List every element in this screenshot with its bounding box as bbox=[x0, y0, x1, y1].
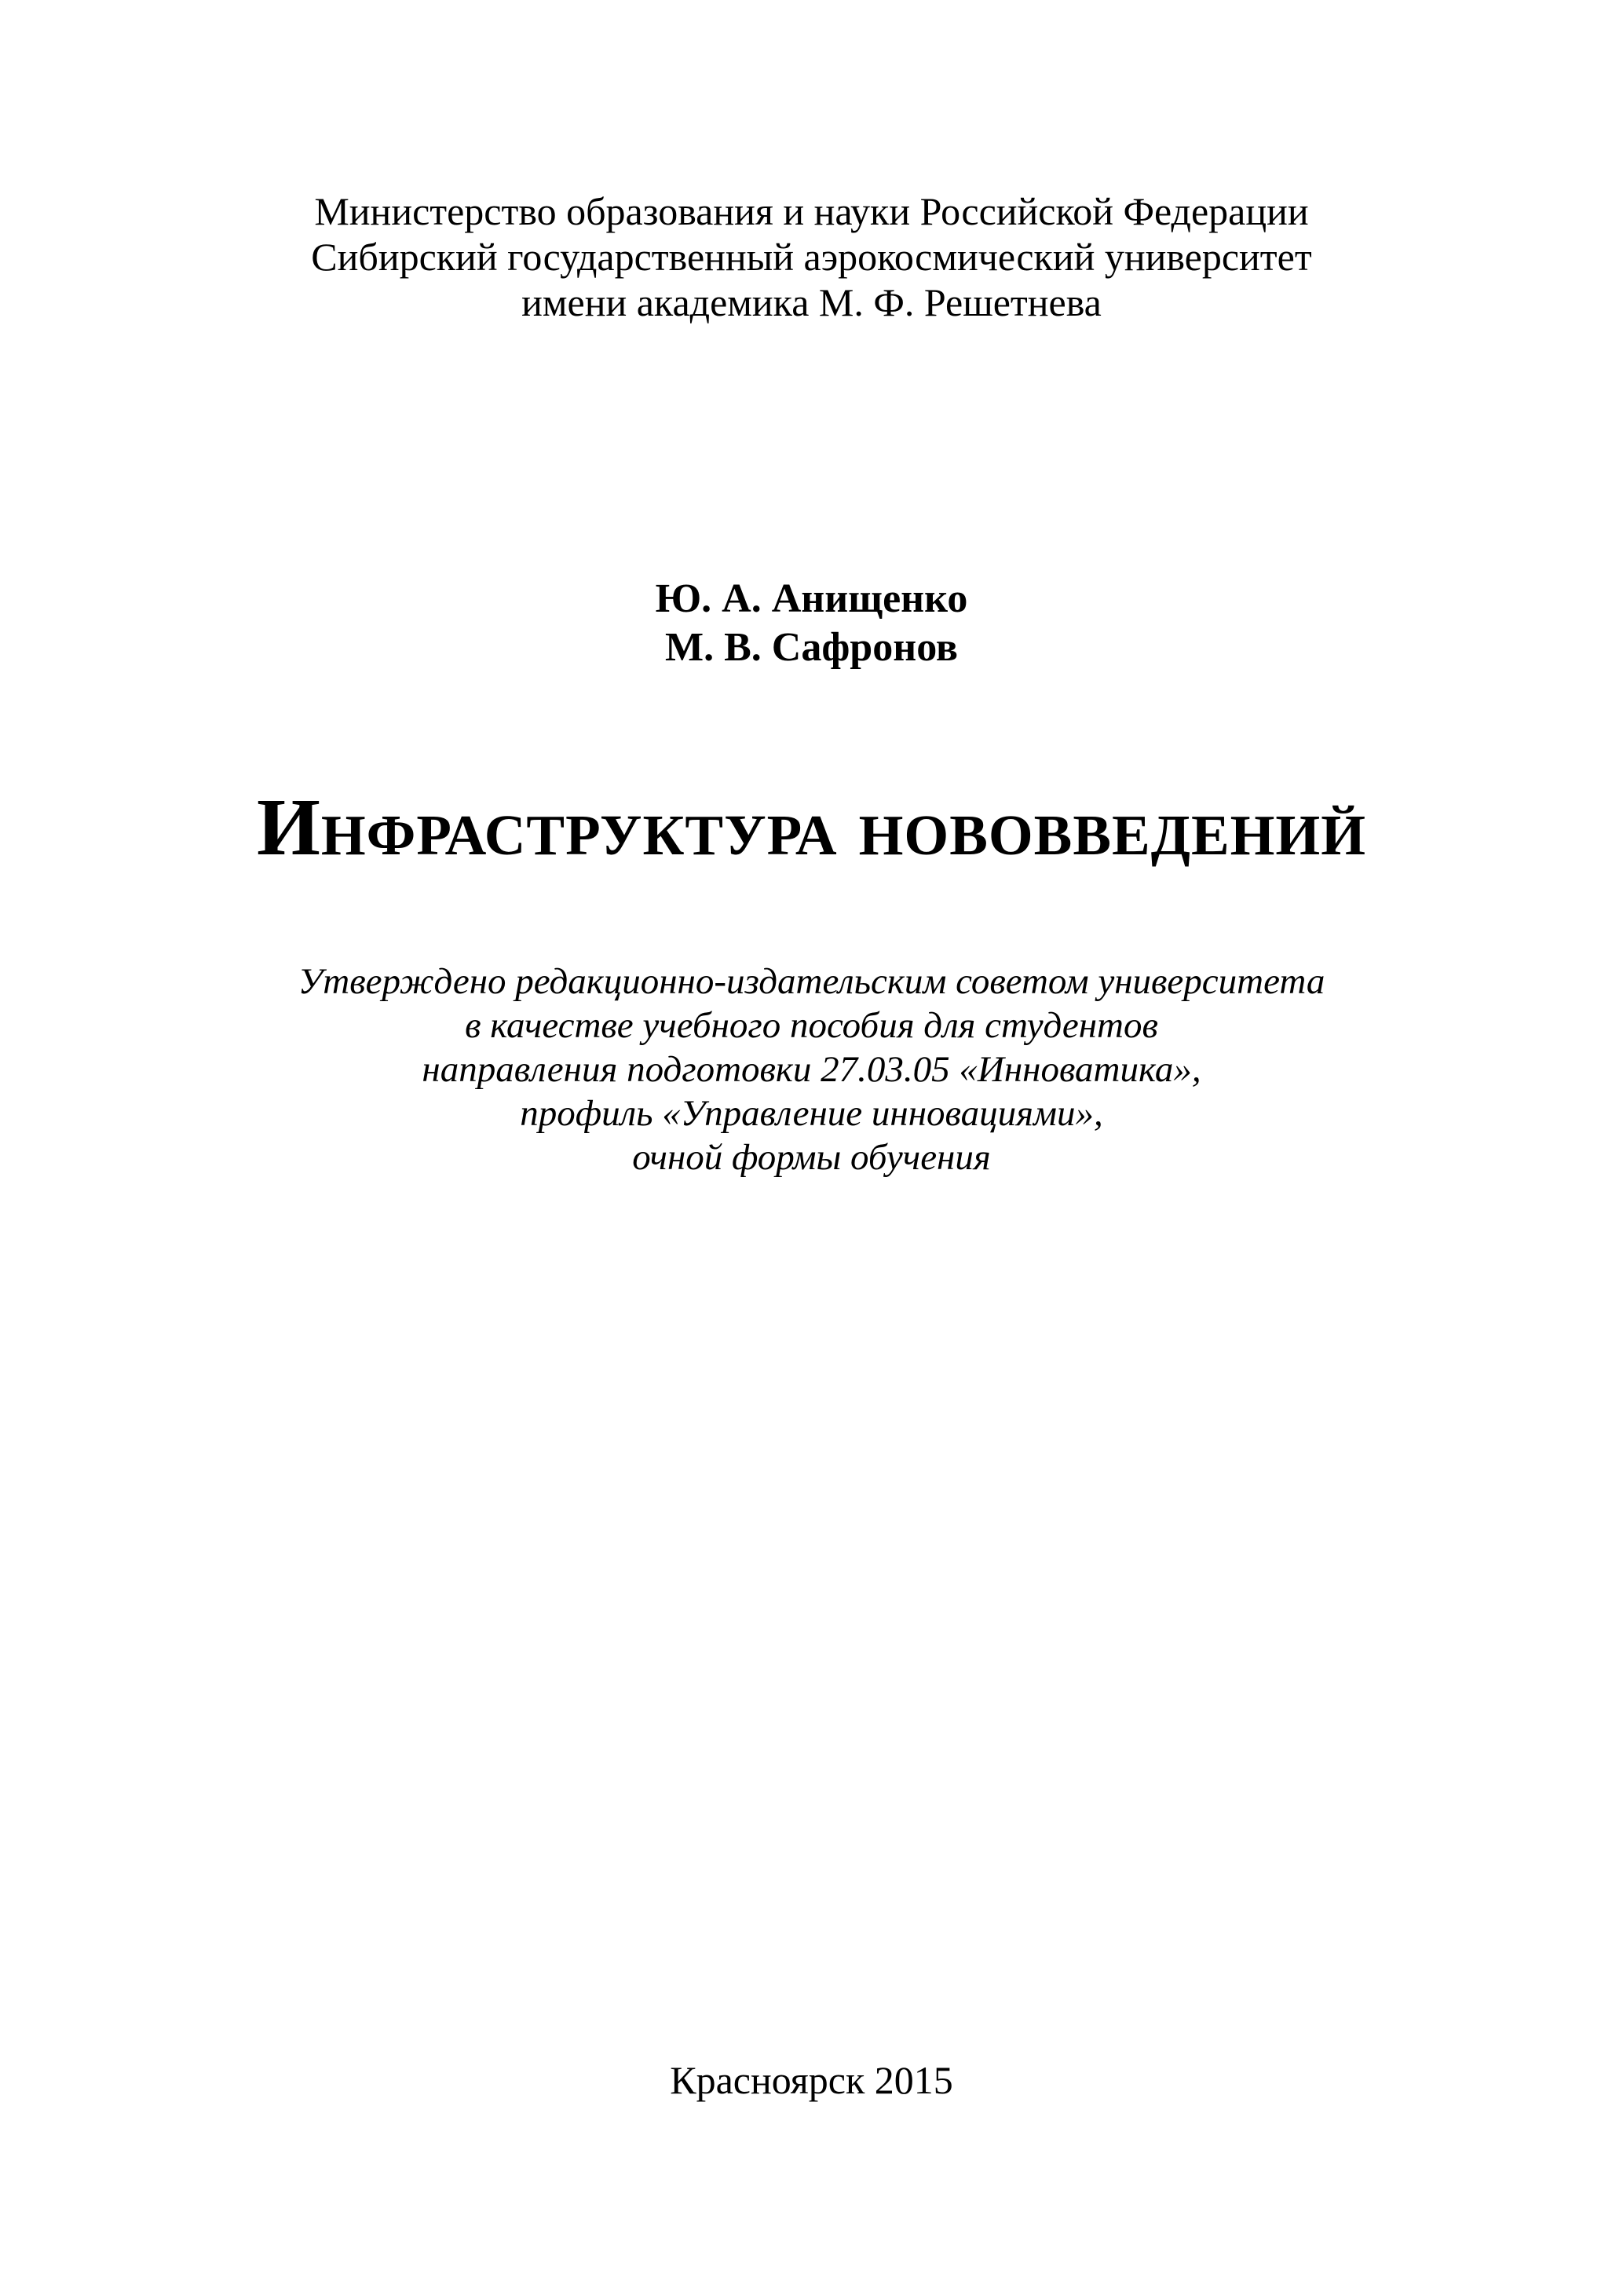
approval-line-3: направления подготовки 27.03.05 «Инноватика», bbox=[422, 1049, 1201, 1090]
university-name-line: имени академика М. Ф. Решетнева bbox=[521, 280, 1102, 324]
authors-block bbox=[0, 575, 1623, 672]
approval-line-4: профиль «Управление инновациями», bbox=[520, 1093, 1103, 1134]
book-title-text: Инфраструктура нововведений bbox=[257, 782, 1366, 872]
city-year bbox=[0, 2057, 1623, 2103]
approval-note bbox=[0, 960, 1623, 1179]
book-title bbox=[0, 779, 1623, 876]
approval-line-1: Утверждено редакционно-издательским советом университета bbox=[298, 961, 1325, 1002]
institution-header bbox=[0, 188, 1623, 325]
ministry-line: Министерство образования и науки Российской Федерации bbox=[314, 189, 1309, 233]
city-year-text: Красноярск 2015 bbox=[670, 2058, 953, 2102]
university-line: Сибирский государственный аэрокосмический университет bbox=[311, 235, 1312, 279]
author-1: Ю. А. Анищенко bbox=[655, 576, 968, 621]
approval-line-5: очной формы обучения bbox=[632, 1137, 991, 1178]
author-2: М. В. Сафронов bbox=[665, 625, 958, 670]
approval-line-2: в качестве учебного пособия для студентов bbox=[465, 1005, 1158, 1046]
